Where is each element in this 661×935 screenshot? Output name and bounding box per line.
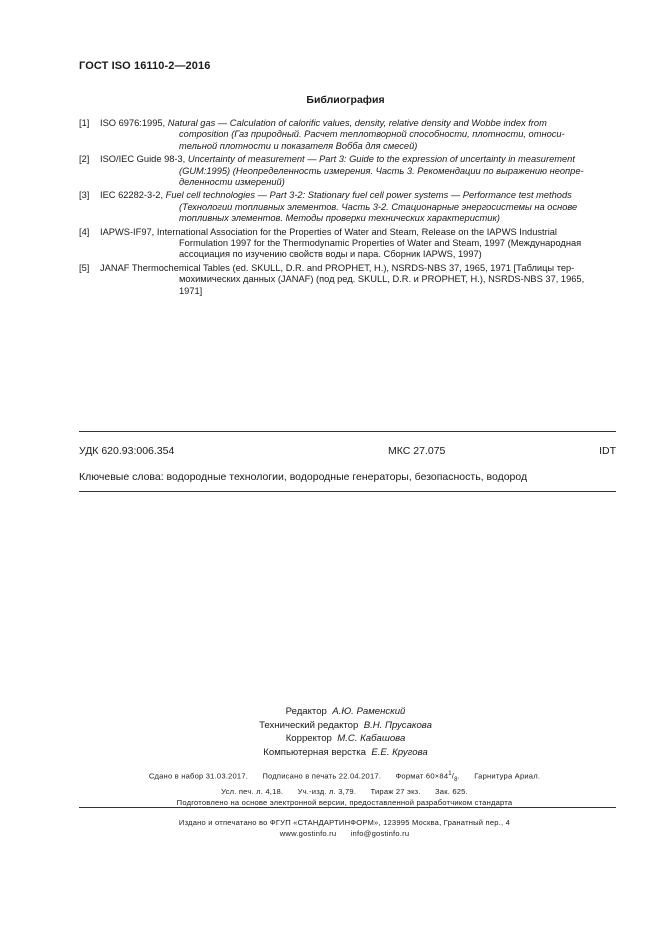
editorial-staff	[0, 705, 661, 759]
ref-code: JANAF Thermochemical Tables	[100, 262, 230, 273]
publisher-email: info@gostinfo.ru	[350, 829, 410, 838]
imprint-divider	[79, 807, 616, 808]
ref-continuation: 1971]	[179, 285, 203, 296]
ref-continuation: (GUM:1995) (Неопределенность измерения. Часть 3. Рекомендации по выражению неопре-	[179, 165, 584, 176]
bibliography-item	[79, 118, 616, 152]
ref-number: [2]	[79, 154, 90, 165]
imprint-block	[0, 769, 661, 808]
ref-continuation: ассоциация по изучению свойств воды и пара. Сборник IAPWS, 1997)	[179, 249, 482, 260]
ref-continuation: мохимических данных (JANAF) (под ред. SKULL, D.R. и PROPHET, H.), NSRDS-NBS 37, 1965,	[179, 274, 585, 285]
ref-number: [1]	[79, 118, 90, 128]
ref-title: Uncertainty of measurement — Part 3: Guide to the expression of uncertainty in measurement	[187, 154, 575, 165]
publisher-contacts	[28, 828, 661, 839]
staff-line: Корректор М.С. Кабашова	[285, 733, 406, 744]
publisher-web: www.gostinfo.ru	[279, 829, 337, 838]
staff-line: Технический редактор В.Н. Прусакова	[259, 719, 432, 731]
bibliography-list	[79, 118, 616, 299]
ref-code: IAPWS-IF97,	[100, 226, 155, 237]
ref-continuation: composition (Газ природный. Расчет теплотворной способности, плотности, относи-	[179, 129, 565, 140]
publisher-block	[0, 817, 661, 839]
bibliography-item	[79, 227, 616, 261]
classification-row	[79, 445, 616, 457]
staff-line: Редактор А.Ю. Раменский	[285, 706, 406, 717]
top-divider	[79, 431, 616, 432]
standard-id-header: ГОСТ ISO 16110-2—2016	[79, 60, 211, 72]
ref-continuation: Formulation 1997 for the Thermodynamic Properties of Water and Steam, 1997 (Международная	[179, 238, 582, 249]
bibliography-item	[79, 190, 616, 224]
ref-title: Natural gas — Calculation of calorific values, density, relative density and Wobbe index from	[167, 118, 547, 128]
ref-number: [5]	[79, 262, 90, 273]
udk-code: УДК 620.93:006.354	[79, 445, 175, 457]
bibliography-item	[79, 154, 616, 188]
mks-code: МКС 27.075	[388, 445, 446, 457]
staff-line: Компьютерная верстка Е.Е. Кругова	[263, 746, 428, 758]
ref-continuation: деленности измерений)	[179, 177, 285, 188]
ref-title: (ed. SKULL, D.R. and PROPHET, H.), NSRDS-NBS 37, 1965, 1971 [Таблицы тер-	[232, 262, 575, 273]
keywords-line: Ключевые слова: водородные технологии, водородные генераторы, безопасность, водород	[79, 471, 528, 483]
idt-code: IDT	[599, 445, 616, 457]
publisher-line: Издано и отпечатано во ФГУП «СТАНДАРТИНФОРМ», 123995 Москва, Гранатный пер., 4	[178, 818, 511, 827]
bottom-divider	[79, 491, 616, 492]
ref-title: Fuel cell technologies — Part 3-2: Stationary fuel cell power systems — Performance test methods	[165, 190, 572, 201]
ref-continuation: топливных элементов. Методы проверки технических характеристик)	[179, 213, 500, 224]
ref-number: [4]	[79, 226, 90, 237]
imprint-line: Усл. печ. л. 4,18. Уч.-изд. л. 3,79. Тираж 27 экз. Зак. 625.	[221, 787, 468, 797]
ref-code: ISO 6976:1995,	[100, 118, 166, 128]
ref-number: [3]	[79, 190, 90, 201]
bibliography-item	[79, 263, 616, 297]
ref-code: ISO/IEC Guide 98-3,	[100, 154, 186, 165]
ref-title: International Association for the Properties of Water and Steam, Release on the IAPWS Industrial	[156, 226, 557, 237]
bibliography-title: Библиография	[306, 94, 385, 106]
ref-code: IEC 62282-3-2,	[100, 190, 164, 201]
ref-continuation: тельной плотности и показателя Вобба для смесей)	[179, 140, 418, 151]
imprint-prepared: Подготовлено на основе электронной версии, предоставленной разработчиком стандарта	[176, 798, 513, 808]
ref-continuation: (Технологии топливных элементов. Часть 3-2. Стационарные энергосистемы на основе	[179, 201, 578, 212]
imprint-line: Сдано в набор 31.03.2017. Подписано в печать 22.04.2017. Формат $60\times 84^1/_8$. Гарнитура Ариал.	[148, 771, 541, 784]
